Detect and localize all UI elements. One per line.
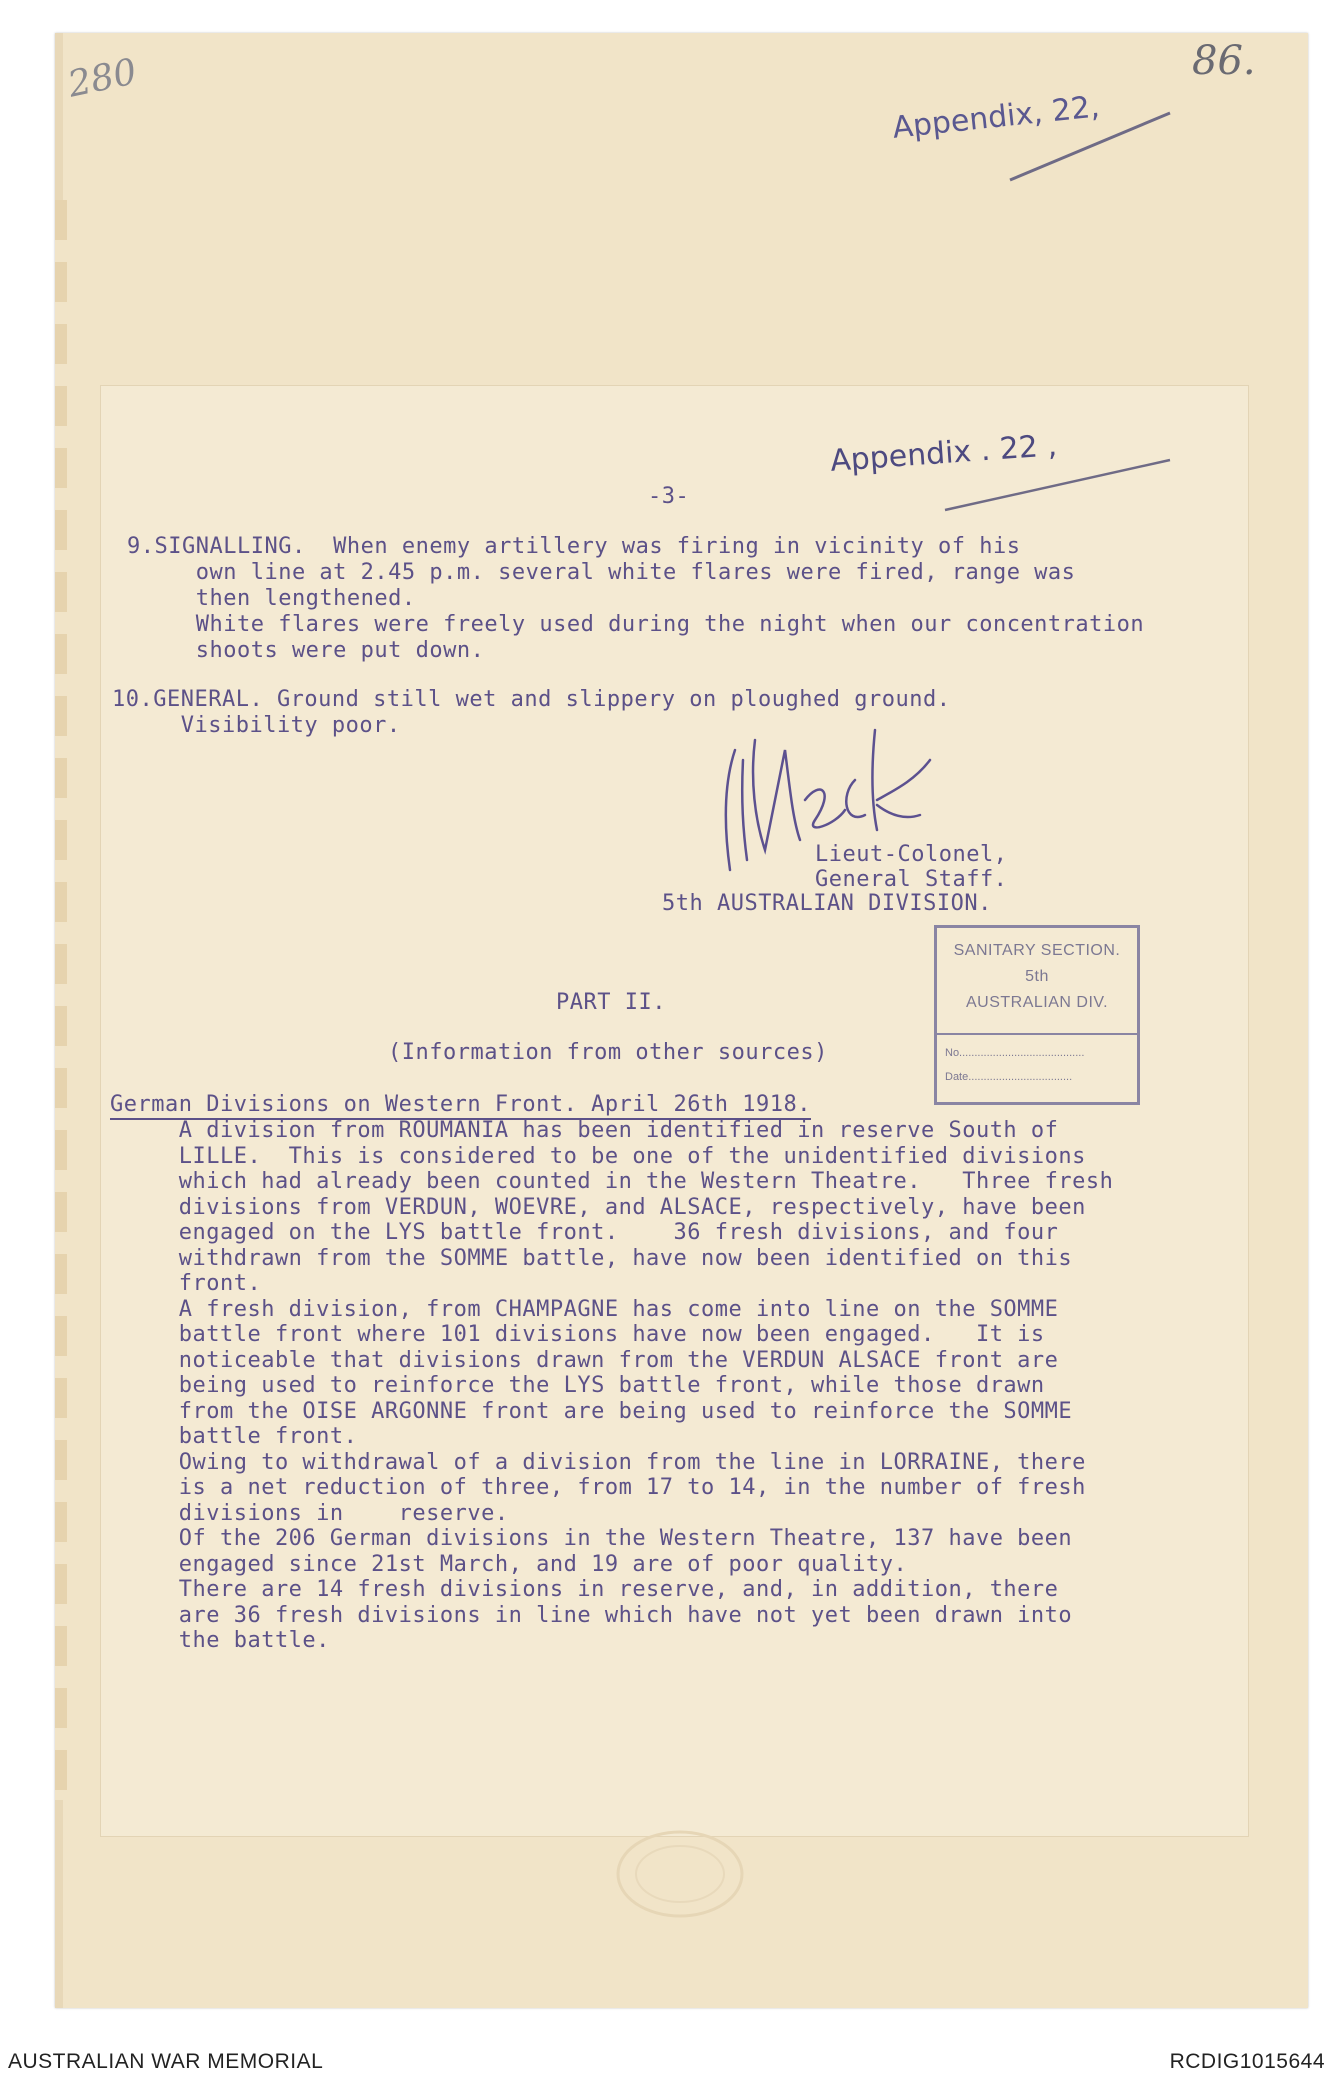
footer-right: RCDIG1015644 [1169, 2050, 1325, 2073]
german-divisions-heading: German Divisions on Western Front. April 26th 1918. [110, 1092, 811, 1120]
footer-left: AUSTRALIAN WAR MEMORIAL [8, 2050, 324, 2073]
embossed-seal [610, 1826, 750, 1921]
body-line: are 36 fresh divisions in line which have not yet been drawn into [110, 1603, 1073, 1628]
page-number-right: 86. [1192, 38, 1256, 84]
body-line: front. [110, 1271, 262, 1296]
body-line: LILLE. This is considered to be one of the unidentified divisions [110, 1144, 1086, 1169]
sanitary-section-stamp [934, 925, 1140, 1105]
body-line: engaged since 21st March, and 19 are of poor quality. [110, 1552, 908, 1577]
body-line: withdrawn from the SOMME battle, have now been identified on this [110, 1246, 1073, 1271]
stamp-date-label: Date [945, 1071, 969, 1083]
stamp-no-row: No......................................... [945, 1047, 1085, 1059]
signalling-line-3: then lengthened. [127, 586, 416, 611]
signature-title-1: Lieut-Colonel, [815, 842, 1008, 867]
signalling-line-5: shoots were put down. [127, 638, 485, 663]
general-line-1: 10.GENERAL. Ground still wet and slippery on ploughed ground. [112, 687, 951, 712]
signalling-line-2: own line at 2.45 p.m. several white flares were fired, range was [127, 560, 1076, 585]
part-subheading: (Information from other sources) [388, 1040, 828, 1065]
body-line: from the OISE ARGONNE front are being used to reinforce the SOMME [110, 1399, 1073, 1424]
stamp-line-1: SANITARY SECTION. [953, 942, 1121, 959]
page-number-left: 280 [64, 51, 141, 106]
stamp-no-label: No. [945, 1047, 963, 1059]
body-line: A division from ROUMANIA has been identified in reserve South of [110, 1118, 1059, 1143]
part-heading: PART II. [556, 990, 666, 1015]
body-line: is a net reduction of three, from 17 to 14, in the number of fresh [110, 1475, 1086, 1500]
outer-appendix-label: Appendix, 22, [890, 89, 1102, 146]
outer-appendix-stroke [1000, 105, 1180, 185]
body-line: There are 14 fresh divisions in reserve, and, in addition, there [110, 1577, 1059, 1602]
stamp-line-3: AUSTRALIAN DIV. [965, 994, 1109, 1011]
signalling-line-1: 9.SIGNALLING. When enemy artillery was firing in vicinity of his [127, 534, 1021, 559]
body-line: Of the 206 German divisions in the Western Theatre, 137 have been [110, 1526, 1073, 1551]
body-line: Owing to withdrawal of a division from the line in LORRAINE, there [110, 1450, 1086, 1475]
signalling-line-4: White flares were freely used during the night when our concentration [127, 612, 1145, 637]
body-line: engaged on the LYS battle front. 36 fresh divisions, and four [110, 1220, 1059, 1245]
body-line: battle front. [110, 1424, 358, 1449]
body-line: which had already been counted in the Western Theatre. Three fresh [110, 1169, 1114, 1194]
page-number: -3- [648, 484, 690, 509]
stamp-line-2: 5th [1025, 968, 1049, 985]
body-line: battle front where 101 divisions have now been engaged. It is [110, 1322, 1045, 1347]
body-line: the battle. [110, 1628, 330, 1653]
signature-title-3: 5th AUSTRALIAN DIVISION. [662, 891, 992, 916]
body-line: divisions from VERDUN, WOEVRE, and ALSACE, respectively, have been [110, 1195, 1086, 1220]
inner-appendix-stroke [940, 455, 1180, 525]
body-line: divisions in reserve. [110, 1501, 509, 1526]
inner-appendix-label: Appendix . 22 , [829, 428, 1059, 479]
body-line: noticeable that divisions drawn from the VERDUN ALSACE front are [110, 1348, 1059, 1373]
signature-title-2: General Staff. [815, 867, 1008, 892]
body-line: A fresh division, from CHAMPAGNE has come into line on the SOMME [110, 1297, 1059, 1322]
torn-edge [55, 200, 67, 1800]
body-line: being used to reinforce the LYS battle front, while those drawn [110, 1373, 1045, 1398]
general-line-2: Visibility poor. [112, 713, 401, 738]
stamp-date-row: Date.................................. [945, 1071, 1073, 1083]
